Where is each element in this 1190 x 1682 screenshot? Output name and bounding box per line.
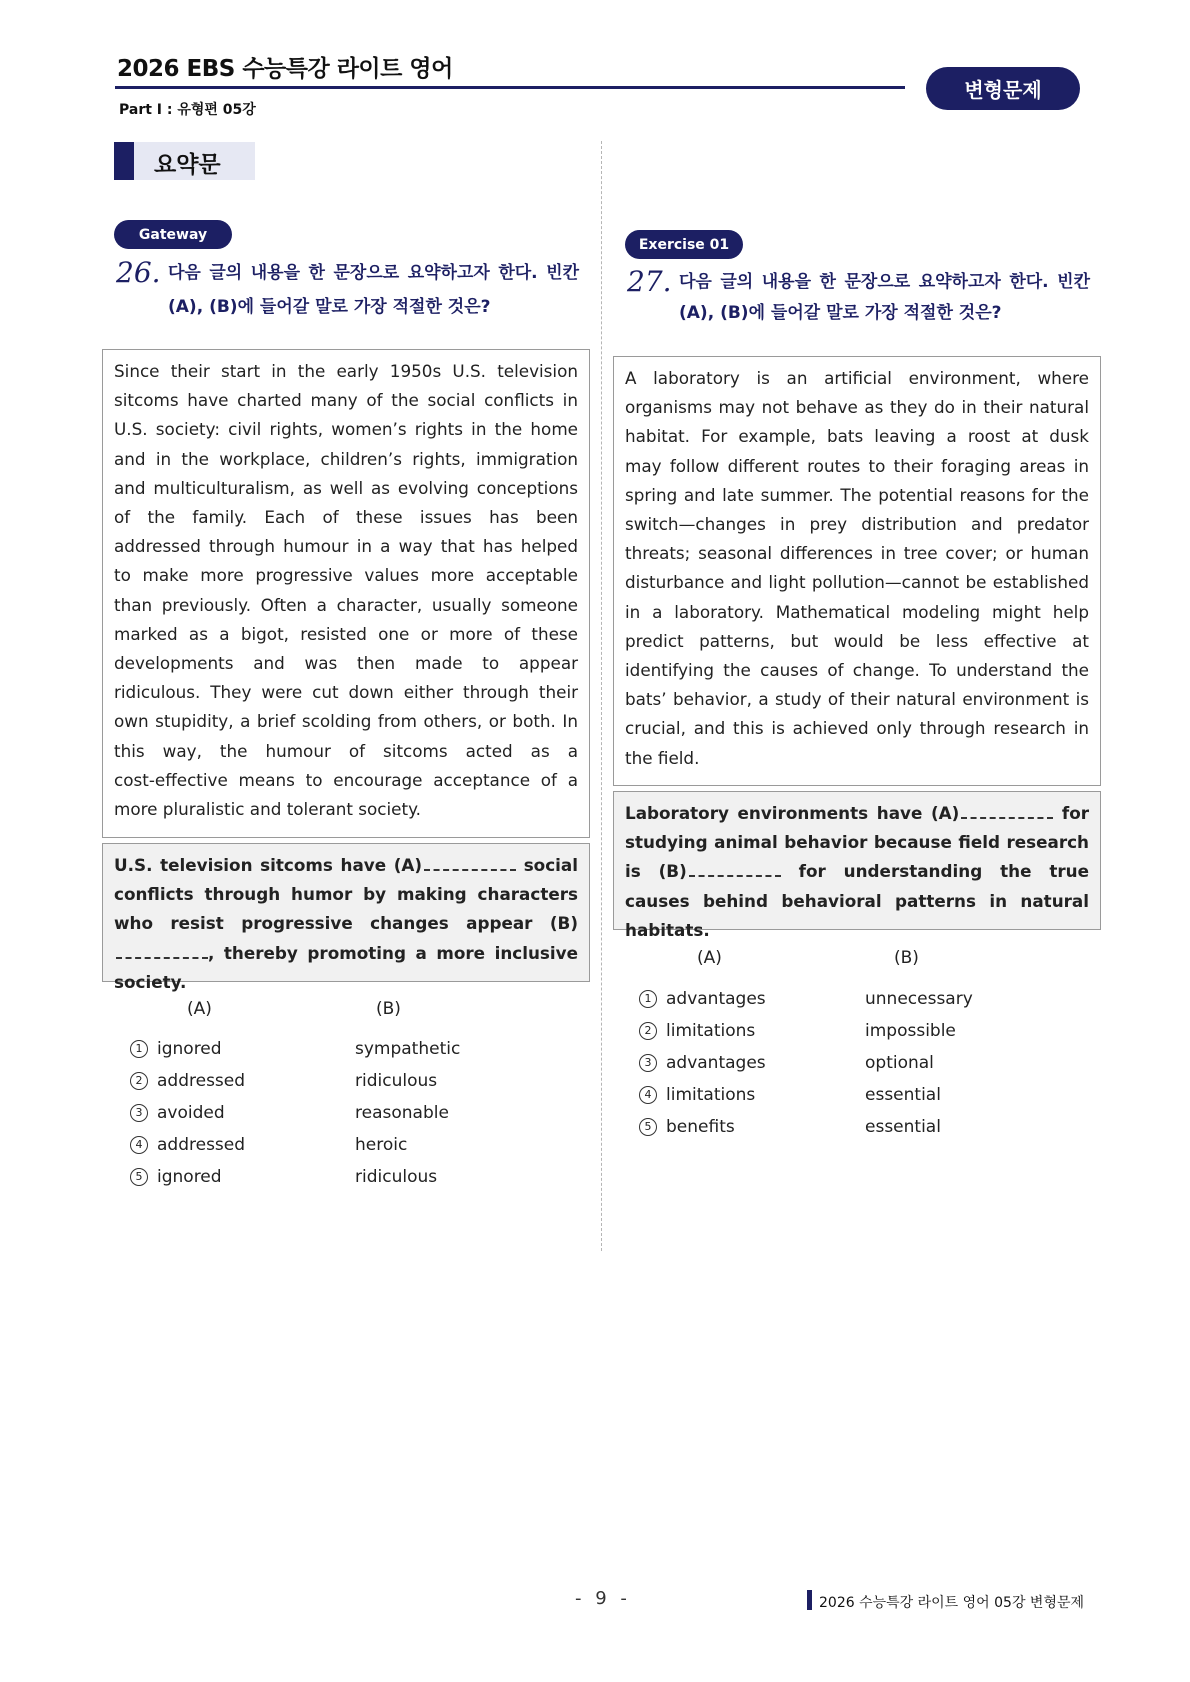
passage-line: in a laboratory. Mathematical modeling might help [625,601,1089,622]
option-b-text: optional [865,1053,934,1073]
question-number: 27. [627,265,672,298]
option-5[interactable] [639,1117,735,1137]
passage-line: Since their start in the early 1950s U.S. television [114,361,578,381]
exercise-label: Exercise 01 [625,230,743,259]
passage-line: than previously. Often a character, usually someone [114,594,578,615]
passage-line: marked as a bigot, resisted one or more of these [114,623,578,644]
passage-line: own stupidity, a brief scolding from others, or both. In [114,711,578,732]
column-header-a: (A) [187,999,212,1019]
passage-line: may follow different routes to their foraging areas in [625,455,1089,476]
question-prompt-line1: 다음 글의 내용을 한 문장으로 요약하고자 한다. 빈칸 [679,272,1090,292]
passage-line: A laboratory is an artificial environment, where [625,368,1089,388]
passage-line: disturbance and light pollution—cannot be established [625,572,1089,593]
footer-text: 2026 수능특강 라이트 영어 05강 변형문제 [819,1595,1085,1611]
passage-line: more pluralistic and tolerant society. [114,799,421,820]
option-b-text: ridiculous [355,1167,438,1187]
option-2[interactable] [130,1071,245,1091]
passage-line: sitcoms have charted many of the social conflicts in [114,390,578,411]
passage-line: the field. [625,747,700,768]
passage-line: organisms may not behave as they do in their natural [625,397,1089,418]
column-divider [601,141,602,1251]
gateway-label: Gateway [114,220,232,249]
option-b-text: reasonable [355,1103,449,1123]
section-title-bar [114,142,134,180]
option-1[interactable] [130,1039,222,1059]
option-number-circle: 4 [130,1136,148,1154]
passage-box [102,349,590,838]
option-a-text: benefits [666,1117,735,1137]
variant-problem-badge: 변형문제 [926,67,1080,110]
option-b-text: ridiculous [355,1071,438,1091]
page-number: - 9 - [575,1588,631,1609]
passage-line: identifying the causes of change. To understand the [625,660,1089,681]
option-b-text: essential [865,1117,941,1137]
question-prompt-line2: (A), (B)에 들어갈 말로 가장 적절한 것은? [168,297,491,317]
summary-text-part2: social conflicts through humor by making characters who resist progressive changes appear (B) [114,855,578,934]
option-number-circle: 2 [639,1022,657,1040]
option-number-circle: 5 [639,1118,657,1136]
document-title: 2026 EBS 수능특강 라이트 영어 [117,56,453,82]
blank-a [424,857,516,871]
option-3[interactable] [639,1053,766,1073]
question-prompt-line2: (A), (B)에 들어갈 말로 가장 적절한 것은? [679,303,1002,323]
option-b-text: essential [865,1085,941,1105]
option-5[interactable] [130,1167,222,1187]
summary-box [102,843,590,992]
passage-line: to make more progressive values more acceptable [114,565,578,586]
option-2[interactable] [639,1021,755,1041]
option-a-text: limitations [666,1021,756,1041]
passage-line: and in the workplace, children’s rights, immigration [114,448,578,469]
passage-line: and multiculturalism, as well as evolving conceptions [114,477,578,498]
passage-line: spring and late summer. The potential reasons for the [625,484,1089,505]
passage-line: bats’ behavior, a study of their natural environment is [625,689,1089,710]
passage-line: threats; seasonal differences in tree cover; or human [625,543,1089,564]
passage-line: U.S. society: civil rights, women’s rights in the home [114,419,578,440]
footer-bar [807,1590,812,1610]
passage-line: addressed through humour in a way that has helped [114,536,578,557]
summary-text-part1: Laboratory environments have (A) [625,803,960,823]
passage-line: ridiculous. They were cut down either through their [114,682,578,703]
blank-b [116,945,208,959]
option-3[interactable] [130,1103,225,1123]
section-title: 요약문 [154,152,221,178]
option-1[interactable] [639,989,766,1009]
passage-line: cost-effective means to encourage acceptance of a [114,769,578,790]
part-subtitle: Part Ⅰ : 유형편 05강 [119,102,256,118]
option-number-circle: 3 [130,1104,148,1122]
option-a-text: limitations [666,1085,756,1105]
option-number-circle: 3 [639,1054,657,1072]
option-a-text: advantages [666,1053,766,1073]
passage-line: developments and was then made to appear [114,653,578,674]
passage-line: of the family. Each of these issues has been [114,507,578,528]
option-a-text: addressed [157,1135,246,1155]
option-b-text: impossible [865,1021,956,1041]
option-number-circle: 1 [639,990,657,1008]
option-a-text: ignored [157,1167,222,1187]
passage-line: crucial, and this is achieved only through research in [625,718,1089,739]
option-number-circle: 1 [130,1040,148,1058]
header-rule [115,86,905,89]
option-b-text: heroic [355,1135,408,1155]
passage-line: this way, the humour of sitcoms acted as a [114,740,578,761]
summary-text-part3: for understanding the true causes behind behavioral patterns in natural habitats. [625,861,1089,940]
option-a-text: ignored [157,1039,222,1059]
option-a-text: advantages [666,989,766,1009]
option-number-circle: 2 [130,1072,148,1090]
summary-text-part1: U.S. television sitcoms have (A) [114,855,423,875]
blank-a [961,805,1053,819]
option-b-text: unnecessary [865,989,973,1009]
option-a-text: addressed [157,1071,246,1091]
column-header-b: (B) [894,948,919,968]
column-header-b: (B) [376,999,401,1019]
summary-text-part3: , thereby promoting a more inclusive society. [114,942,578,992]
passage-line: switch—changes in prey distribution and predator [625,514,1089,535]
question-number: 26. [116,256,161,289]
option-4[interactable] [130,1135,245,1155]
passage-line: habitat. For example, bats leaving a roost at dusk [625,426,1089,447]
option-number-circle: 4 [639,1086,657,1104]
option-4[interactable] [639,1085,755,1105]
option-a-text: avoided [157,1103,225,1123]
option-number-circle: 5 [130,1168,148,1186]
column-header-a: (A) [697,948,722,968]
question-prompt-line1: 다음 글의 내용을 한 문장으로 요약하고자 한다. 빈칸 [168,263,579,283]
summary-box [613,791,1101,940]
blank-b [689,863,781,877]
passage-line: predict patterns, but would be less effective at [625,630,1089,651]
passage-box [613,356,1101,786]
option-b-text: sympathetic [355,1039,461,1059]
summary-text-part2: for studying animal behavior because field research is (B) [625,803,1089,882]
